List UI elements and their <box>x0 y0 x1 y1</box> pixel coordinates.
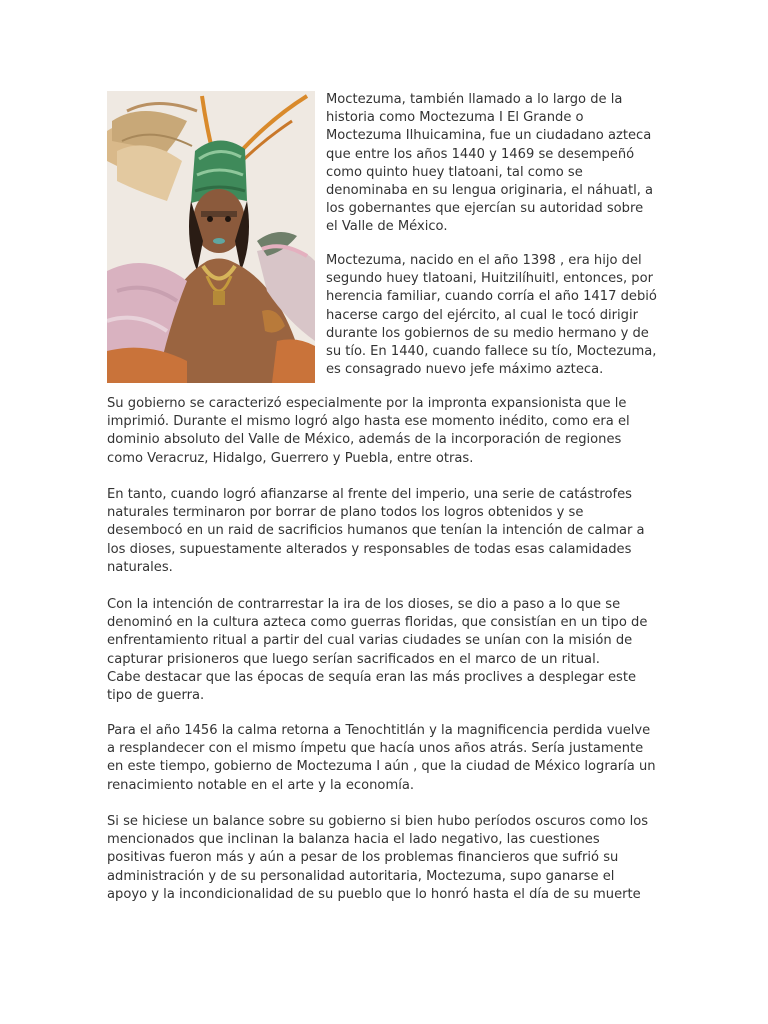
text-line: como Veracruz, Hidalgo, Guerrero y Puebla, entre otras. <box>107 450 474 466</box>
text-line: Cabe destacar que las épocas de sequía eran las más proclives a desplegar este <box>107 669 637 685</box>
text-line: capturar prisioneros que luego serían sacrificados en el marco de un ritual. <box>107 651 600 667</box>
text-line: es consagrado nuevo jefe máximo azteca. <box>326 362 604 378</box>
text-line: hacerse cargo del ejército, al cual le tocó dirigir <box>326 307 638 323</box>
text-line: apoyo y la incondicionalidad de su pueblo que lo honró hasta el día de su muerte <box>107 886 641 902</box>
paragraph-6 <box>107 722 663 795</box>
text-line: denominaba en su lengua originaria, el náhuatl, a <box>326 183 654 199</box>
text-line: mencionados que inclinan la balanza hacia el lado negativo, las cuestiones <box>107 832 600 848</box>
text-line: Para el año 1456 la calma retorna a Tenochtitlán y la magnificencia perdida vuelve <box>107 723 651 738</box>
text-line: los gobernantes que ejercían su autoridad sobre <box>326 201 644 217</box>
text-line: positivas fueron más y aún a pesar de los problemas financieros que sufrió su <box>107 850 619 866</box>
text-line: su tío. En 1440, cuando fallece su tío, Moctezuma, <box>326 344 657 360</box>
text-line: En tanto, cuando logró afianzarse al frente del imperio, una serie de catástrofes <box>107 487 632 502</box>
text-line: Si se hiciese un balance sobre su gobierno si bien hubo períodos oscuros como los <box>107 814 649 829</box>
text-line: Con la intención de contrarrestar la ira de los dioses, se dio a paso a lo que se <box>107 597 621 612</box>
paragraph-2 <box>326 252 666 379</box>
text-line: Moctezuma, nacido en el año 1398 , era hijo del <box>326 253 642 268</box>
text-line: como quinto huey tlatoani, tal como se <box>326 164 583 180</box>
paragraph-4 <box>107 486 663 577</box>
text-line: dominio absoluto del Valle de México, además de la incorporación de regiones <box>107 432 622 448</box>
text-line: renacimiento notable en el arte y la economía. <box>107 777 415 793</box>
text-line: Moctezuma Ilhuicamina, fue un ciudadano azteca <box>326 128 652 144</box>
text-line: naturales terminaron por borrar de plano todos los logros obtenidos y se <box>107 505 584 521</box>
text-line: denominó en la cultura azteca como guerras floridas, que consistían en un tipo de <box>107 615 648 631</box>
text-line: administración y de su personalidad autoritaria, Moctezuma, supo ganarse el <box>107 868 615 884</box>
text-line: desembocó en un raid de sacrificios humanos que tenían la intención de calmar a <box>107 523 645 539</box>
text-line: naturales. <box>107 559 173 575</box>
text-line: enfrentamiento ritual a partir del cual varias ciudades se unían con la misión de <box>107 633 633 649</box>
text-line: durante los gobiernos de su medio hermano y de <box>326 325 649 341</box>
text-line: el Valle de México. <box>326 219 448 235</box>
text-line: segundo huey tlatoani, Huitzilíhuitl, entonces, por <box>326 271 653 287</box>
text-line: a resplandecer con el mismo ímpetu que hacía unos años atrás. Sería justamente <box>107 741 644 757</box>
text-line: imprimió. Durante el mismo logró algo hasta ese momento inédito, como era el <box>107 414 630 430</box>
text-line: historia como Moctezuma I El Grande o <box>326 110 584 126</box>
paragraph-7 <box>107 813 663 904</box>
paragraph-3 <box>107 395 663 468</box>
text-line: herencia familiar, cuando corría el año 1417 debió <box>326 289 657 305</box>
text-line: que entre los años 1440 y 1469 se desempeñó <box>326 146 635 162</box>
text-line: los dioses, supuestamente alterados y responsables de todas esas calamidades <box>107 541 632 557</box>
text-line: Moctezuma, también llamado a lo largo de la <box>326 92 623 107</box>
paragraph-5 <box>107 596 663 705</box>
moctezuma-portrait-image <box>107 91 315 383</box>
paragraph-1 <box>326 91 666 237</box>
text-line: en este tiempo, gobierno de Moctezuma I aún , que la ciudad de México lograría un <box>107 759 656 775</box>
text-line: tipo de guerra. <box>107 688 205 704</box>
text-line: Su gobierno se caracterizó especialmente por la impronta expansionista que le <box>107 396 627 411</box>
